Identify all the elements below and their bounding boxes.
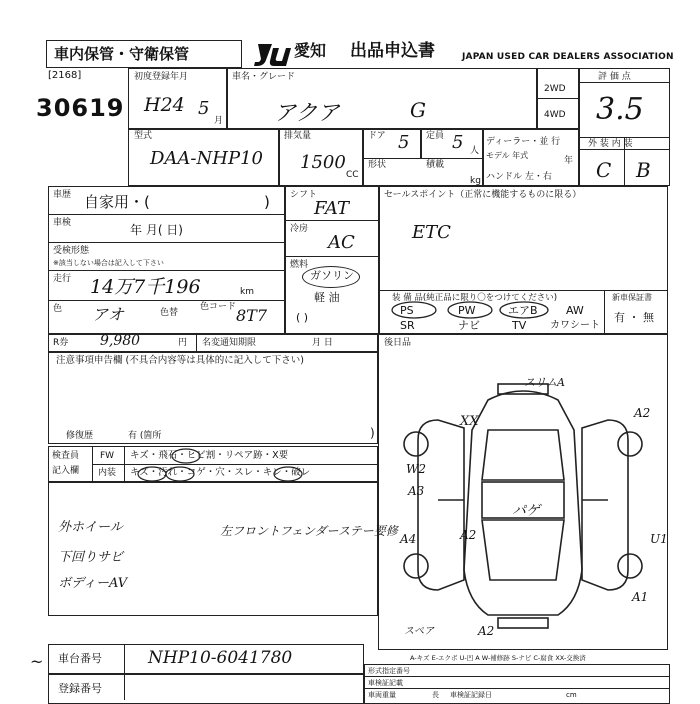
kg-unit: kg [470,176,481,186]
color-change-label: 色替 [160,308,179,318]
jukei-label: 受検形態 [53,246,90,256]
equip-ps: PS [400,304,414,317]
right-side [582,420,628,590]
yogore-circle [166,467,194,481]
mileage-label: 走行 [53,274,72,284]
inspector-fill-label: 記入欄 [52,466,80,476]
fw-items: キズ・飛石・ヒビ割・リペア跡・X要 [130,450,289,461]
equip-aw: AW [566,304,584,317]
damage-legend: A-キズ E-エクボ U-凹 A W-補修跡 S-ナビ C-腐食 XX-交換済 [410,654,586,662]
car-grade: G [410,98,426,122]
footer-2: 車検証記載 [368,679,403,687]
mark-w2: W2 [406,462,426,476]
ju-logo-icon [252,42,292,68]
footer-5: 長 [432,691,439,699]
shift-value: FAT [314,198,349,219]
color-value: アオ [92,305,124,324]
form-subtitle: JAPAN USED CAR DEALERS ASSOCIATION [462,52,674,62]
ac-label: 冷房 [290,224,309,234]
mark-a4: A4 [400,532,417,546]
inspector-circles [130,448,370,482]
wheel-rl [404,432,428,456]
tail-label: 後日品 [384,338,412,348]
usage-close: ) [264,193,270,211]
comment-2: 下回りサビ [58,550,124,565]
repair-value: 有 (箇所 [128,431,162,441]
lot-small-number: [2168] [48,70,82,81]
selling-value: ETC [412,222,451,243]
car-name-label: 車名・グレード [232,72,296,82]
recycle-label: R券 [53,338,69,348]
logo-region: 愛知 [294,41,327,60]
front-bumper [498,618,548,628]
handle-label: ハンドル 左・右 [486,172,552,182]
score-value: 3.5 [596,92,644,127]
comment-1: 外ホイール [58,520,123,535]
repair-close: ) [370,426,375,440]
color-code-label: 色コード [200,302,237,312]
interior-items: キズ・汚れ・コゲ・穴・スレ・キレ・破レ [130,467,311,478]
mark-slim: スリムA [524,376,565,389]
mark-a2-front: A2 [478,624,495,638]
fuel-label: 燃料 [290,260,309,270]
kizu-circle [138,467,166,481]
color-label: 色 [53,304,63,314]
model-year-label: モデル 年式 [486,151,529,160]
mark-xx: XX [460,414,479,429]
int-grade: B [636,158,651,182]
new-car-label: 新車保証書 [612,293,652,302]
car-name: アクア [274,101,340,126]
shaken-value: 年 月( 日) [130,223,183,237]
mark-roof: パゲ [512,503,540,519]
reg-month: 5 [198,98,210,119]
drive-4wd: 4WD [544,110,566,120]
yes-no: 有 ・ 無 [614,311,654,324]
equip-pw: PW [458,304,476,317]
ext-int-label: 外 装 内 装 [588,139,633,149]
lot-number: 30619 [36,94,125,122]
left-side [418,420,464,590]
rear-window [482,430,564,480]
mark-u1: U1 [650,532,668,546]
equipment-label: 装 備 品(純正品に限り〇をつけてください) [392,293,558,303]
jukei-note: ※該当しない場合は記入して下さい [53,259,164,267]
inspector-label: 検査員 [52,451,80,461]
mark-a1: A1 [632,590,649,604]
chassis-value: NHP10-6041780 [148,648,293,668]
fuel-paren: ( ) [296,311,309,324]
drive-2wd: 2WD [544,84,566,94]
footer-3: 車両重量 [368,691,396,699]
yen-unit: 円 [178,338,188,348]
footer-1: 形式指定番号 [368,667,410,675]
doors-label: ドア [368,131,386,141]
model-value: DAA-NHP10 [150,148,263,169]
mark-a2-left: A2 [460,528,477,542]
doors-value: 5 [398,132,410,153]
capacity-label: 定員 [426,131,445,141]
displacement-value: 1500 [300,152,346,173]
capacity-value: 5 [452,132,464,153]
displacement-label: 排気量 [284,131,312,141]
airbag-circle [500,302,548,318]
month-unit: 月 [214,116,224,126]
notice-label: 名変通知期限 [202,338,257,348]
wheel-fr [618,554,642,578]
equip-navi: ナビ [458,319,480,332]
wheel-rr [618,432,642,456]
first-reg-label: 初度登録年月 [134,72,189,82]
shape-label: 形状 [368,160,387,170]
score-label: 評 価 点 [598,72,631,82]
footer-4: 車検証記録日 [450,691,492,699]
usage-label: 車歴 [53,190,72,200]
load-label: 積載 [426,160,445,170]
equipment-circles [384,300,568,320]
repair-label: 修復歴 [66,431,94,441]
windshield [482,520,564,580]
selling-label: セールスポイント（正常に機能するものに限る） [384,190,582,200]
year-unit: 年 [564,156,574,166]
equip-tv: TV [512,319,527,332]
footer-6: cm [566,691,577,699]
km-unit: km [240,287,254,297]
shaken-label: 車検 [53,218,72,228]
equip-seat: カワシート [550,320,600,331]
ps-circle [392,302,436,318]
mark-spare: スペア [404,626,434,637]
shift-label: シフト [290,190,318,200]
pw-circle [448,302,492,318]
equip-sr: SR [400,319,415,332]
left-tag: 車内保管・守衛保管 [54,45,190,63]
notice-value: 月 日 [312,338,333,348]
registration-label: 登録番号 [58,682,102,695]
ext-grade: C [596,158,612,182]
reg-year: H24 [144,94,185,116]
fuel2-value: 軽 油 [314,291,340,304]
mark-a3: A3 [408,484,425,498]
ju-logo [252,42,292,68]
model-label: 型式 [134,131,153,141]
interior-label: 内装 [98,468,117,478]
chassis-label: 車台番号 [58,652,102,665]
dealer-label: ディーラー・並 行 [486,137,561,147]
sure-circle [274,467,302,481]
margin-mark: ~ [30,652,44,671]
wheel-fl [404,554,428,578]
equip-airbag: エアB [508,304,538,317]
color-code-value: 8T7 [236,306,268,325]
notes-label: 注意事項申告欄 (不具合内容等は具体的に記入して下さい) [56,355,304,366]
fuel-value: ガソリン [310,269,354,282]
mileage-value: 14万7千196 [90,276,201,298]
form-title: 出品申込書 [350,41,435,61]
recycle-value: 9,980 [100,333,141,349]
person-unit: 人 [470,146,480,156]
comment-4: 左フロントフェンダーステー要修 [220,524,398,538]
tobiishi-circle [172,449,200,463]
mark-a2-rr: A2 [634,406,651,420]
usage-value: 自家用・( [84,193,150,211]
fw-label: FW [100,451,115,461]
ac-value: AC [328,232,355,253]
cc-unit: CC [346,170,359,180]
comment-3: ボディーAV [58,576,128,591]
